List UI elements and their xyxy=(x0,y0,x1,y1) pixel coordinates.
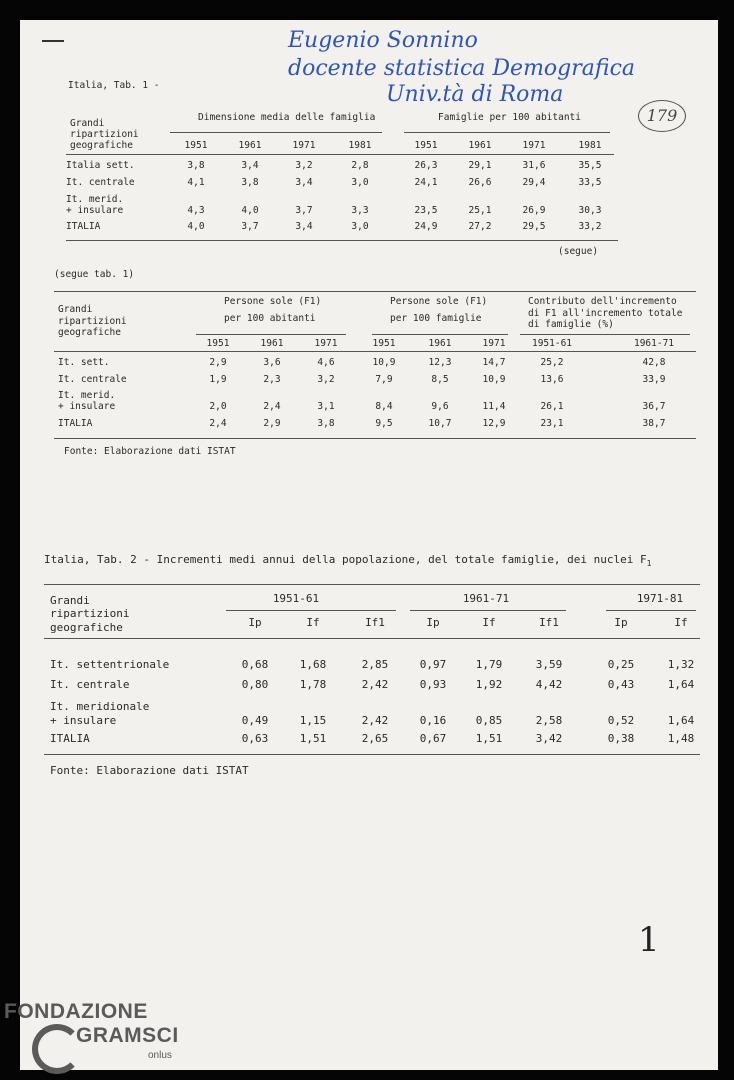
tab1-rule xyxy=(66,154,614,155)
tab1-cell: 26,6 xyxy=(468,177,492,188)
tab1b-cell: 33,9 xyxy=(642,374,666,385)
tab1b-cell: 8,4 xyxy=(375,401,393,412)
tab1-cell: 33,2 xyxy=(578,221,602,232)
tab1b-year: 1971 xyxy=(314,338,338,349)
tab1b-rowheader-1: Grandi xyxy=(58,304,93,315)
tab1-rowheader-1: Grandi xyxy=(70,118,105,129)
tab1-title: Italia, Tab. 1 - xyxy=(68,80,160,91)
tab1-rule xyxy=(404,132,610,133)
tab1b-cell: 36,7 xyxy=(642,401,666,412)
handwritten-page-number: 1 xyxy=(638,920,660,960)
tab1-cell: 3,0 xyxy=(351,221,369,232)
handwritten-university: Univ.tà di Roma xyxy=(386,82,564,107)
tab1-cell: 3,8 xyxy=(241,177,259,188)
tab1-cell: 4,0 xyxy=(241,205,259,216)
tab1b-cell: 10,7 xyxy=(428,418,452,429)
watermark-logo-line1: FONDAZIONE xyxy=(4,1000,148,1023)
tab2-row-label: ITALIA xyxy=(50,732,90,745)
tab1b-cell: 4,6 xyxy=(317,357,335,368)
tab1b-cell: 14,7 xyxy=(482,357,506,368)
tab2-rowheader-1: Grandi xyxy=(50,594,90,607)
tab2-cell: 1,64 xyxy=(667,714,695,727)
tab2-cell: 0,97 xyxy=(419,658,447,671)
tab1-segue: (segue) xyxy=(558,246,599,257)
tab1b-cell: 10,9 xyxy=(372,357,396,368)
tab1b-rowheader-2: ripartizioni xyxy=(58,316,127,327)
tab2-rule xyxy=(226,610,396,611)
tab1b-cell: 26,1 xyxy=(540,401,564,412)
tab2-cell: 2,65 xyxy=(361,732,389,745)
tab2-source: Fonte: Elaborazione dati ISTAT xyxy=(50,764,249,777)
tab2-cell: 3,59 xyxy=(535,658,563,671)
tab2-cell: 0,63 xyxy=(241,732,269,745)
tab1b-year: 1951 xyxy=(372,338,396,349)
tab2-title: Italia, Tab. 2 - Incrementi medi annui della popolazione, del totale famiglie, dei nuclei $F_1$ xyxy=(44,553,652,569)
tab2-cell: 0,25 xyxy=(607,658,635,671)
tab2-cell: 0,16 xyxy=(419,714,447,727)
tab1b-cell: 3,1 xyxy=(317,401,335,412)
tab2-cell: 1,32 xyxy=(667,658,695,671)
tab1-cell: 4,1 xyxy=(187,177,205,188)
tab2-cell: 0,49 xyxy=(241,714,269,727)
tab2-row-label: It. meridionale xyxy=(50,700,150,713)
tab2-col-header: If xyxy=(482,616,496,629)
tab1-year: 1981 xyxy=(578,140,602,151)
tab1-cell: 26,3 xyxy=(414,160,438,171)
tab1-rule xyxy=(170,132,382,133)
tab1-cell: 3,4 xyxy=(241,160,259,171)
tab1b-cell: 2,9 xyxy=(263,418,281,429)
circled-page-number: 179 xyxy=(638,100,686,132)
tab1b-cell: 25,2 xyxy=(540,357,564,368)
tab2-rule xyxy=(44,584,700,585)
tab1-cell: 25,1 xyxy=(468,205,492,216)
tab2-cell: 1,79 xyxy=(475,658,503,671)
tab1-cell: 24,1 xyxy=(414,177,438,188)
tab1-cell: 2,8 xyxy=(351,160,369,171)
tab1b-group3-line2: di F1 all'incremento totale xyxy=(528,308,683,319)
tab1b-rule xyxy=(372,334,508,335)
tab1b-row-label: ITALIA xyxy=(58,418,93,429)
handwritten-author: Eugenio Sonnino xyxy=(288,28,478,53)
tab2-cell: 1,68 xyxy=(299,658,327,671)
tab1-cell: 24,9 xyxy=(414,221,438,232)
tab2-period: 1971-81 xyxy=(636,592,684,605)
tab1b-cell: 2,4 xyxy=(263,401,281,412)
tab1b-cell: 11,4 xyxy=(482,401,506,412)
tab1b-title: (segue tab. 1) xyxy=(54,269,135,280)
tab1b-cell: 12,3 xyxy=(428,357,452,368)
tab2-col-header: If xyxy=(306,616,320,629)
tab2-col-header: If xyxy=(674,616,688,629)
tab1-row-label: + insulare xyxy=(66,205,124,216)
tab2-cell: 1,92 xyxy=(475,678,503,691)
tab1-row-label: ITALIA xyxy=(66,221,101,232)
tab1b-cell: 12,9 xyxy=(482,418,506,429)
tab2-cell: 2,58 xyxy=(535,714,563,727)
tab1b-cell: 2,4 xyxy=(209,418,227,429)
tab1b-row-label: It. merid. xyxy=(58,390,116,401)
watermark-logo-g-icon xyxy=(32,1024,82,1074)
tab1-cell: 33,5 xyxy=(578,177,602,188)
tab1b-row-label: It. sett. xyxy=(58,357,110,368)
tab1-cell: 4,3 xyxy=(187,205,205,216)
tab1b-cell: 10,9 xyxy=(482,374,506,385)
tab2-col-header: Ip xyxy=(614,616,628,629)
tab1b-group1-line1: Persone sole (F1) xyxy=(224,296,322,307)
tab1-cell: 30,3 xyxy=(578,205,602,216)
tab1-cell: 3,2 xyxy=(295,160,313,171)
tab1b-rule xyxy=(54,438,696,439)
tab2-col-header: Ip xyxy=(426,616,440,629)
tab1-year: 1961 xyxy=(468,140,492,151)
tab2-cell: 0,80 xyxy=(241,678,269,691)
tab1-cell: 23,5 xyxy=(414,205,438,216)
handwritten-role: docente statistica Demografica xyxy=(288,56,636,81)
tab1-cell: 27,2 xyxy=(468,221,492,232)
tab2-cell: 0,43 xyxy=(607,678,635,691)
tab1-cell: 3,0 xyxy=(351,177,369,188)
tab2-col-header: If1 xyxy=(539,616,559,629)
tab1b-source: Fonte: Elaborazione dati ISTAT xyxy=(64,446,236,457)
tab1b-group3-line3: di famiglie (%) xyxy=(528,319,614,330)
document-page xyxy=(20,20,718,1070)
tab1-group2: Famiglie per 100 abitanti xyxy=(438,112,581,123)
tab1b-cell: 42,8 xyxy=(642,357,666,368)
tab2-col-header: If1 xyxy=(365,616,385,629)
tab2-cell: 0,52 xyxy=(607,714,635,727)
tab1b-cell: 1,9 xyxy=(209,374,227,385)
tab2-row-label: It. centrale xyxy=(50,678,130,691)
tab1b-cell: 23,1 xyxy=(540,418,564,429)
tab1b-group3-line1: Contributo dell'incremento xyxy=(528,296,677,307)
tab1-year: 1951 xyxy=(414,140,438,151)
tab2-rowheader-3: geografiche xyxy=(50,621,123,634)
tab2-cell: 0,85 xyxy=(475,714,503,727)
tab1-cell: 3,8 xyxy=(187,160,205,171)
tab1-year: 1951 xyxy=(184,140,208,151)
ink-mark xyxy=(42,40,64,42)
tab1b-cell: 2,0 xyxy=(209,401,227,412)
tab1-year: 1971 xyxy=(522,140,546,151)
tab1b-year: 1951 xyxy=(206,338,230,349)
tab1b-row-label: It. centrale xyxy=(58,374,127,385)
tab1b-cell: 38,7 xyxy=(642,418,666,429)
tab1-group1: Dimensione media delle famiglia xyxy=(198,112,376,123)
tab2-cell: 1,64 xyxy=(667,678,695,691)
tab1-cell: 3,4 xyxy=(295,177,313,188)
tab1b-cell: 3,8 xyxy=(317,418,335,429)
tab1b-rule xyxy=(54,291,696,292)
tab1-year: 1981 xyxy=(348,140,372,151)
tab1b-year: 1971 xyxy=(482,338,506,349)
tab1-cell: 29,5 xyxy=(522,221,546,232)
tab1b-cell: 9,5 xyxy=(375,418,393,429)
tab2-col-header: Ip xyxy=(248,616,262,629)
tab2-row-label: + insulare xyxy=(50,714,117,727)
tab2-cell: 1,78 xyxy=(299,678,327,691)
tab2-cell: 1,48 xyxy=(667,732,695,745)
tab2-rule xyxy=(44,638,700,639)
watermark-logo-line2: GRAMSCI xyxy=(76,1024,179,1047)
tab2-cell: 0,38 xyxy=(607,732,635,745)
tab1-cell: 3,4 xyxy=(295,221,313,232)
tab1b-year: 1951-61 xyxy=(531,338,573,349)
tab1b-cell: 2,3 xyxy=(263,374,281,385)
tab1-cell: 31,6 xyxy=(522,160,546,171)
tab2-cell: 2,42 xyxy=(361,714,389,727)
tab1-year: 1961 xyxy=(238,140,262,151)
tab1b-rowheader-3: geografiche xyxy=(58,327,121,338)
tab1-rowheader-2: ripartizioni xyxy=(70,129,139,140)
tab2-cell: 1,51 xyxy=(475,732,503,745)
watermark-logo-line3: onlus xyxy=(148,1050,172,1061)
tab1b-row-label: + insulare xyxy=(58,401,116,412)
tab2-rule xyxy=(606,610,696,611)
tab2-rule xyxy=(410,610,566,611)
tab1b-cell: 9,6 xyxy=(431,401,449,412)
tab2-cell: 4,42 xyxy=(535,678,563,691)
tab1b-cell: 7,9 xyxy=(375,374,393,385)
tab1b-cell: 2,9 xyxy=(209,357,227,368)
tab2-cell: 3,42 xyxy=(535,732,563,745)
tab2-period: 1951-61 xyxy=(272,592,320,605)
tab1-row-label: Italia sett. xyxy=(66,160,135,171)
tab1-cell: 3,7 xyxy=(295,205,313,216)
tab1-row-label: It. centrale xyxy=(66,177,135,188)
tab1-cell: 3,3 xyxy=(351,205,369,216)
tab1-cell: 26,9 xyxy=(522,205,546,216)
tab1b-group2-line2: per 100 famiglie xyxy=(390,313,482,324)
tab1b-rule xyxy=(196,334,346,335)
tab1b-rule xyxy=(520,334,690,335)
tab2-cell: 1,15 xyxy=(299,714,327,727)
tab2-cell: 2,85 xyxy=(361,658,389,671)
tab1-rowheader-3: geografiche xyxy=(70,140,133,151)
tab2-cell: 2,42 xyxy=(361,678,389,691)
tab2-period: 1961-71 xyxy=(462,592,510,605)
tab1b-cell: 3,6 xyxy=(263,357,281,368)
tab1-cell: 4,0 xyxy=(187,221,205,232)
tab1-rule xyxy=(66,240,618,241)
tab2-rule xyxy=(44,754,700,755)
tab2-cell: 0,93 xyxy=(419,678,447,691)
tab1b-rule xyxy=(54,351,696,352)
tab1b-cell: 13,6 xyxy=(540,374,564,385)
tab1b-cell: 8,5 xyxy=(431,374,449,385)
tab1-year: 1971 xyxy=(292,140,316,151)
tab2-cell: 0,68 xyxy=(241,658,269,671)
tab1-cell: 35,5 xyxy=(578,160,602,171)
tab1-cell: 3,7 xyxy=(241,221,259,232)
tab1b-group1-line2: per 100 abitanti xyxy=(224,313,316,324)
tab2-row-label: It. settentrionale xyxy=(50,658,170,671)
tab1-row-label: It. merid. xyxy=(66,194,124,205)
tab2-cell: 0,67 xyxy=(419,732,447,745)
tab1-cell: 29,1 xyxy=(468,160,492,171)
tab2-rowheader-2: ripartizioni xyxy=(50,607,130,620)
tab2-cell: 1,51 xyxy=(299,732,327,745)
tab1-cell: 29,4 xyxy=(522,177,546,188)
tab1b-cell: 3,2 xyxy=(317,374,335,385)
tab1b-year: 1961 xyxy=(428,338,452,349)
tab1b-year: 1961 xyxy=(260,338,284,349)
tab1b-group2-line1: Persone sole (F1) xyxy=(390,296,488,307)
tab1b-year: 1961-71 xyxy=(633,338,675,349)
